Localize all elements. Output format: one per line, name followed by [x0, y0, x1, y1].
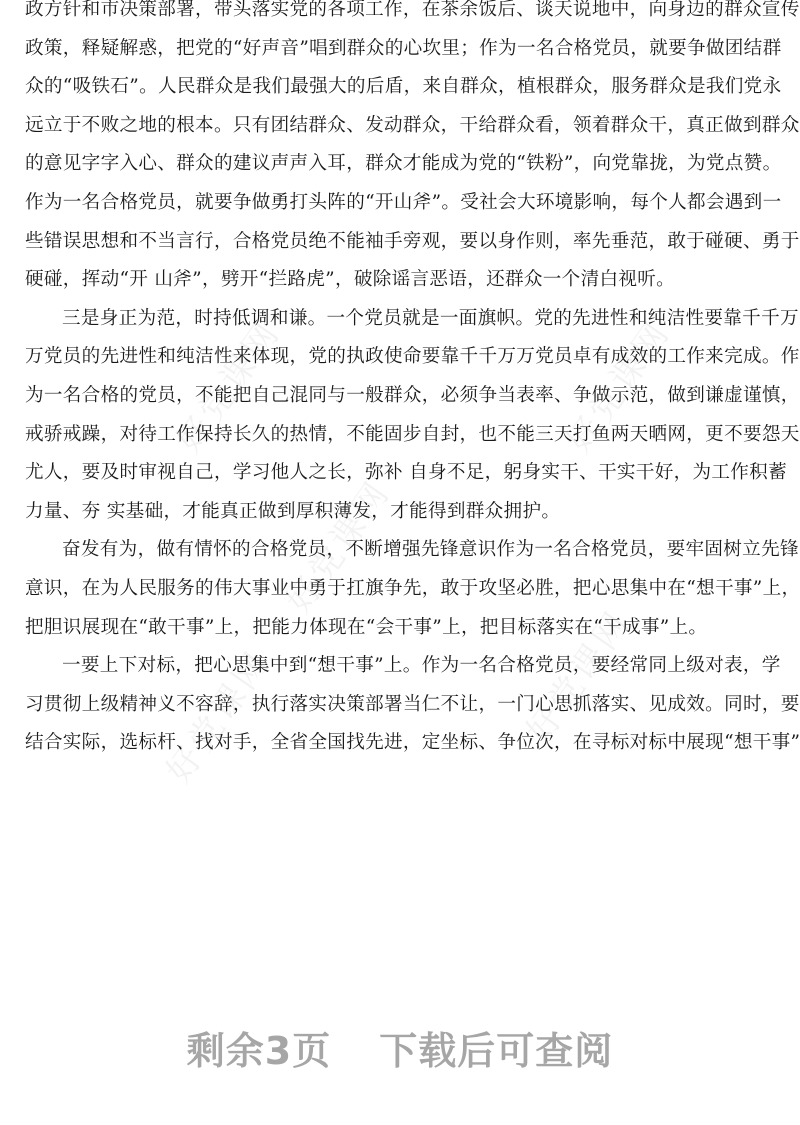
text-line: 的意见字字入心、群众的建议声声入耳，群众才能成为党的“铁粉”，向党靠拢，为党点赞。: [25, 153, 782, 175]
text-line: 意识，在为人民服务的伟大事业中勇于扛旗争先，敢于攻坚必胜，把心思集中在“想干事”上，: [25, 577, 800, 599]
text-line: 把胆识展现在“敢干事”上，把能力体现在“会干事”上，把目标落实在“干成事”上。: [25, 616, 708, 638]
text-line: 为一名合格的党员，不能把自己混同与一般群众，必须争当表率、争做示范，做到谦虚谨慎，: [25, 384, 800, 406]
text-line: 作为一名合格党员，就要争做勇打头阵的“开山斧”。受社会大环境影响，每个人都会遇到一: [25, 191, 782, 213]
text-line: 习贯彻上级精神义不容辞，执行落实决策部署当仁不让，一门心思抓落实、见成效。同时，要: [25, 693, 800, 715]
text-line: 力量、夯 实基础，才能真正做到厚积薄发，才能得到群众拥护。: [25, 500, 561, 522]
text-line: 政方针和市决策部署，带头落实党的各项工作，在茶余饭后、谈天说地中，向身边的群众宣传: [25, 0, 800, 20]
remaining-pages-label: 剩余3页: [186, 1029, 332, 1073]
remaining-pages-banner[interactable]: [0, 1020, 800, 1075]
text-line: 结合实际，选标杆、找对手，全省全国找先进，定坐标、争位次，在寻标对标中展现“想干事”: [25, 732, 800, 754]
text-line: 远立于不败之地的根本。只有团结群众、发动群众，干给群众看，领着群众干，真正做到群众: [25, 114, 800, 136]
text-line: 些错误思想和不当言行，合格党员绝不能袖手旁观，要以身作则，率先垂范，敢于碰硬、勇于: [25, 230, 800, 252]
text-line: 尤人，要及时审视自己，学习他人之长，弥补 自身不足，躬身实干、干实干好，为工作积蓄: [25, 462, 787, 484]
watermark-text: 好党课网: [518, 602, 639, 751]
paragraph-start-line: 一要上下对标，把心思集中到“想干事”上。作为一名合格党员，要经常同上级对表，学: [62, 655, 781, 677]
text-line: 硬碰，挥动“开 山斧”，劈开“拦路虎”，破除谣言恶语，还群众一个清白视听。: [25, 269, 676, 291]
text-line: 众的“吸铁石”。人民群众是我们最强大的后盾，来自群众，植根群众，服务群众是我们党永: [25, 76, 782, 98]
watermark-text: 好党课网: [558, 312, 679, 461]
text-line: 政策，释疑解惑，把党的“好声音”唱到群众的心坎里；作为一名合格党员，就要争做团结群: [25, 37, 782, 59]
download-to-view-label: 下载后可查阅: [379, 1029, 614, 1073]
watermark-text: 好党课网: [158, 642, 279, 791]
document-body: [25, 0, 800, 763]
text-line: 戒骄戒躁，对待工作保持长久的热情，不能固步自封，也不能三天打鱼两天晒网，更不要怨天: [25, 423, 800, 445]
watermark-text: 好党课网: [168, 312, 289, 461]
text-line: 万党员的先进性和纯洁性来体现，党的执政使命要靠千千万万党员卓有成效的工作来完成。作: [25, 346, 800, 368]
paragraph-start-line: 奋发有为，做有情怀的合格党员，不断增强先锋意识作为一名合格党员，要牢固树立先锋: [62, 539, 799, 561]
paragraph-start-line: 三是身正为范，时持低调和谦。一个党员就是一面旗帜。党的先进性和纯洁性要靠千千万: [62, 307, 799, 329]
watermark-text: 好党课网: [278, 472, 399, 621]
